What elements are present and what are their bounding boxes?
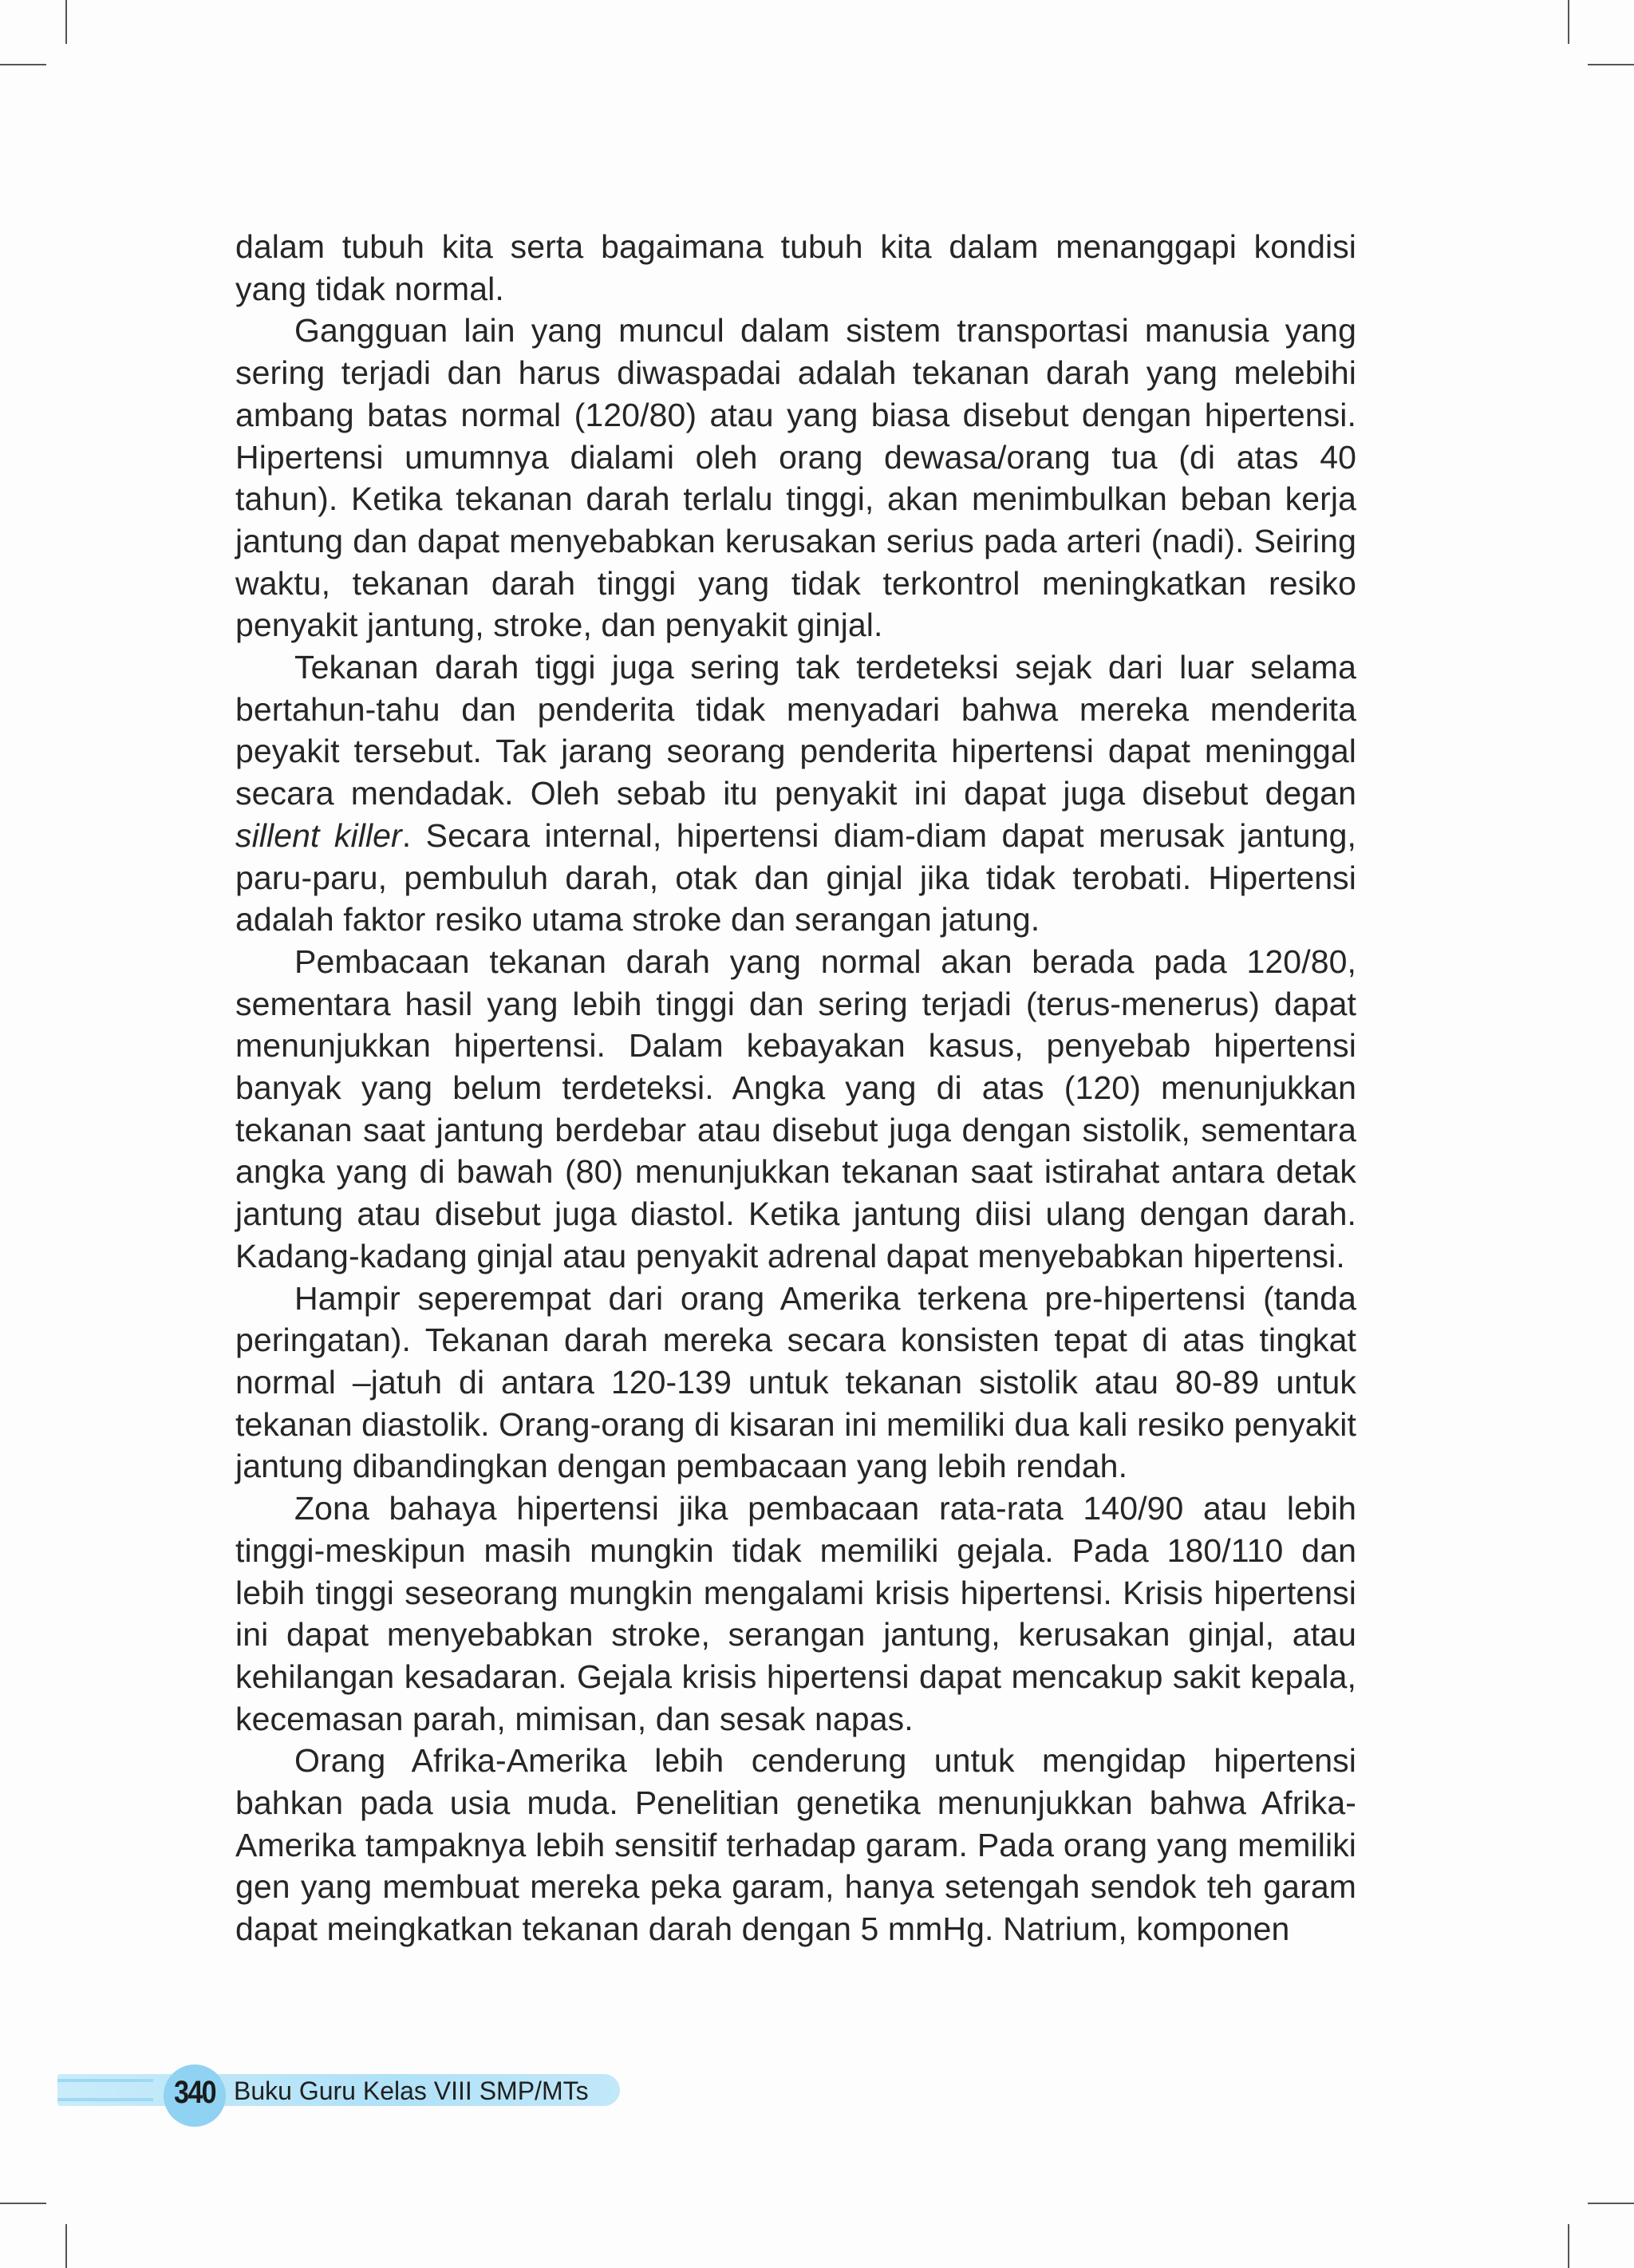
- paragraph-4: Pembacaan tekanan darah yang normal akan berada pada 120/80, sementara hasil yang lebih tinggi dan sering terjadi (terus-menerus) dapat menunjukkan hipertensi. Dalam kebayakan kasus, penyebab hipertensi banyak yang belum terdeteksi. Angka yang di atas (120) menunjukkan tekanan saat jantung berdebar atau disebut juga dengan sistolik, sementara angka yang di bawah (80) menunjukkan tekanan saat istirahat antara detak jantung atau disebut juga diastol. Ketika jantung diisi ulang dengan darah. Kadang-kadang ginjal atau penyakit adrenal dapat menyebabkan hipertensi.: [235, 942, 1356, 1274]
- crop-mark: [65, 0, 67, 44]
- crop-mark: [65, 2224, 67, 2268]
- crop-mark: [1588, 64, 1634, 65]
- body-text: [235, 226, 1356, 1950]
- paragraph-7: Orang Afrika-Amerika lebih cenderung untuk mengidap hipertensi bahkan pada usia muda. Penelitian genetika menunjukkan bahwa Afrika-Amerika tampaknya lebih sensitif terhadap garam. Pada orang yang memiliki gen yang membuat mereka peka garam, hanya setengah sendok teh garam dapat meingkatkan tekanan darah dengan 5 mmHg. Natrium, komponen: [235, 1742, 1356, 1948]
- emphasis-term: sillent killer: [235, 816, 402, 854]
- crop-mark: [0, 64, 46, 65]
- footer-stripe: [57, 2098, 153, 2101]
- page-number: 340: [174, 2075, 215, 2110]
- paragraph-3-text-before: Tekanan darah tiggi juga sering tak terdeteksi sejak dari luar selama bertahun-tahu dan penderita tidak menyadari bahwa mereka menderita peyakit tersebut. Tak jarang seorang penderita hipertensi dapat meninggal secara mendadak. Oleh sebab itu penyakit ini dapat juga disebut degan: [235, 649, 1356, 812]
- paragraph-3-text-after: . Secara internal, hipertensi diam-diam dapat merusak jantung, paru-paru, pembuluh darah, otak dan ginjal jika tidak terobati. Hipertensi adalah faktor resiko utama stroke dan serangan jatung.: [235, 816, 1356, 938]
- paragraph-5: Hampir seperempat dari orang Amerika terkena pre-hipertensi (tanda peringatan). Tekanan darah mereka secara konsisten tepat di atas tingkat normal –jatuh di antara 120-139 untuk tekanan sistolik atau 80-89 untuk tekanan diastolik. Orang-orang di kisaran ini memiliki dua kali resiko penyakit jantung dibandingkan dengan pembacaan yang lebih rendah.: [235, 1279, 1356, 1485]
- crop-mark: [1568, 2224, 1569, 2268]
- paragraph-3: [235, 646, 1356, 941]
- crop-mark: [1568, 0, 1569, 44]
- book-title: Buku Guru Kelas VIII SMP/MTs: [234, 2076, 589, 2105]
- paragraph-2: Gangguan lain yang muncul dalam sistem transportasi manusia yang sering terjadi dan harus diwaspadai adalah tekanan darah yang melebihi ambang batas normal (120/80) atau yang biasa disebut dengan hipertensi. Hipertensi umumnya dialami oleh orang dewasa/orang tua (di atas 40 tahun). Ketika tekanan darah terlalu tinggi, akan menimbulkan beban kerja jantung dan dapat menyebabkan kerusakan serius pada arteri (nadi). Seiring waktu, tekanan darah tinggi yang tidak terkontrol meningkatkan resiko penyakit jantung, stroke, dan penyakit ginjal.: [235, 312, 1356, 644]
- paragraph-1: dalam tubuh kita serta bagaimana tubuh kita dalam menanggapi kondisi yang tidak normal.: [235, 228, 1356, 307]
- footer-stripe: [57, 2079, 153, 2082]
- paragraph-6: Zona bahaya hipertensi jika pembacaan rata-rata 140/90 atau lebih tinggi-meskipun masih mungkin tidak memiliki gejala. Pada 180/110 dan lebih tinggi seseorang mungkin mengalami krisis hipertensi. Krisis hipertensi ini dapat menyebabkan stroke, serangan jantung, kerusakan ginjal, atau kehilangan kesadaran. Gejala krisis hipertensi dapat mencakup sakit kepala, kecemasan parah, mimisan, dan sesak napas.: [235, 1490, 1356, 1737]
- crop-mark: [0, 2203, 46, 2204]
- crop-mark: [1588, 2203, 1634, 2204]
